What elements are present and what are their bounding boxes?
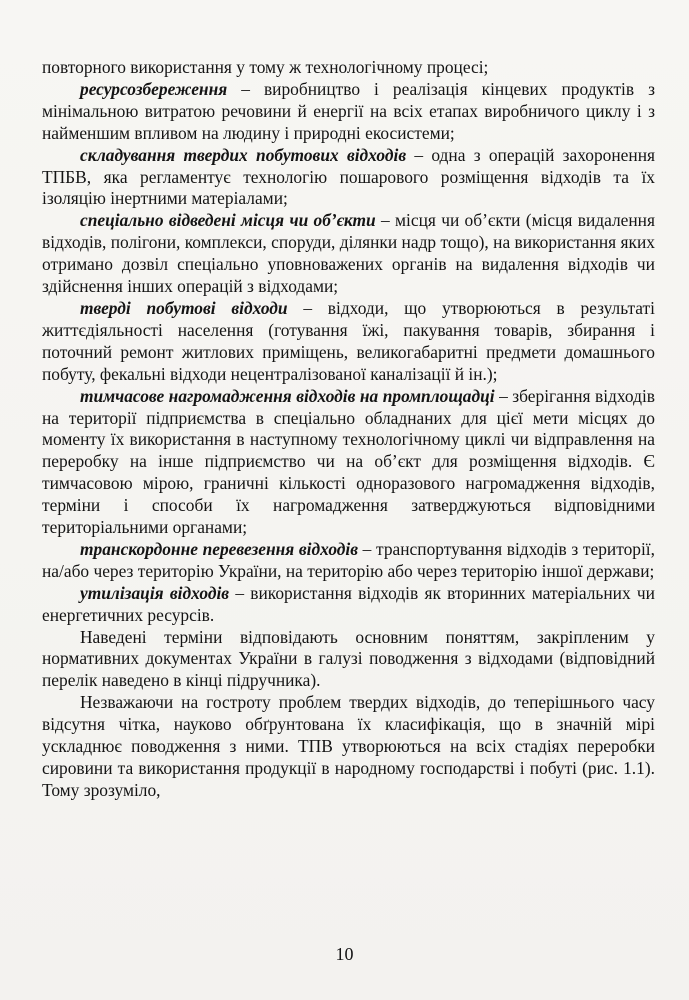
page-number: 10: [335, 944, 354, 964]
paragraph-continuation: повторного використання у тому ж технологічному процесі;: [42, 57, 489, 77]
term: складування твердих побутових відходів: [80, 144, 407, 165]
term: спеціально відведені місця чи об’єкти: [80, 210, 376, 231]
term: транскордонне перевезення відходів: [80, 538, 359, 559]
definition-temporary-accumulation: тимчасове нагромадження відходів на промплощадці – зберігання відходів на території підприємства в спеціально обладнаних для цієї мети місцях до моменту їх використання в наступному технологічному циклі чи відправлення на переробку на інше підприємство чи на об’єкт для розміщення відходів. Є тимчасовою мірою, граничні кількості одноразового нагромадження відходів, терміни і способи їх нагромадження затверджуються відповідними територіальними органами;: [42, 385, 655, 538]
term: тверді побутові відходи: [80, 297, 288, 318]
term: утилізація відходів: [80, 582, 230, 603]
paragraph-terms-note: Наведені терміни відповідають основним поняттям, закріпленим у нормативних документах України в галузі поводження з відходами (відповідний перелік наведено в кінці підручника).: [42, 626, 655, 691]
body-text: [42, 57, 655, 802]
definition-transboundary-transport: транскордонне перевезення відходів – транспортування відходів з території, на/або через територію України, на територію або через територію іншої держави;: [42, 538, 655, 581]
paragraph-classification: Незважаючи на гостроту проблем твердих відходів, до теперішнього часу відсутня чітка, науково обґрунтована їх класифікація, що в значній мірі ускладнює поводження з ними. ТПВ утворюються на всіх стадіях переробки сировини та використання продукції в народному господарстві і побуті (рис. 1.1). Тому зрозуміло,: [42, 692, 655, 800]
definition-waste-utilization: утилізація відходів – використання відходів як вторинних матеріальних чи енергетичних ресурсів.: [42, 582, 655, 625]
definition-msw-storage: складування твердих побутових відходів – одна з операцій захоронення ТПБВ, яка регламентує технологію пошарового розміщення відходів та їх ізоляцію інертними матеріалами;: [42, 144, 656, 209]
definition-designated-sites: спеціально відведені місця чи об’єкти – місця чи об’єкти (місця видалення відходів, полігони, комплекси, споруди, ділянки надр тощо), на використання яких отримано дозвіл спеціально уповноважених органів на видалення відходів чи здійснення інших операцій з відходами;: [42, 210, 655, 297]
definition-resource-saving: ресурсозбереження – виробництво і реалізація кінцевих продуктів з мінімальною витратою речовини й енергії на всіх етапах виробничого циклу і з найменшим впливом на людину і природні екосистеми;: [42, 78, 655, 143]
term: тимчасове нагромадження відходів на промплощадці: [80, 385, 495, 406]
definition-solid-household-waste: тверді побутові відходи – відходи, що утворюються в результаті життєдіяльності населення (готування їжі, пакування товарів, збирання і поточний ремонт житлових приміщень, великогабаритні предмети домашнього побуту, фекальні відходи нецентралізованої каналізації й ін.);: [42, 297, 655, 384]
term: ресурсозбереження: [80, 78, 228, 99]
